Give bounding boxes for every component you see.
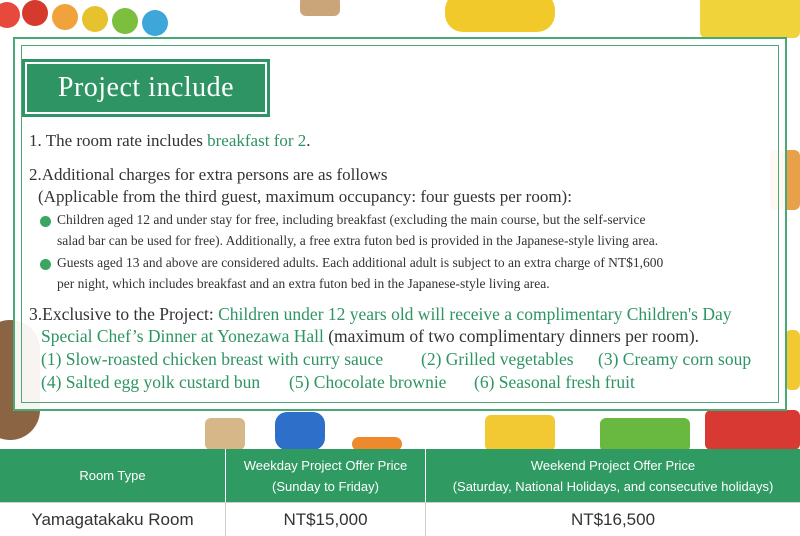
yellow-lego xyxy=(485,415,555,451)
abacus-bead xyxy=(112,8,138,34)
item-1-prefix: 1. The room rate includes xyxy=(29,131,208,150)
header-weekday-price xyxy=(226,449,425,502)
item-3-line-1 xyxy=(29,304,731,325)
bullet-1-line-1: Children aged 12 and under stay for free, including breakfast (excluding the main course, but the self-service xyxy=(57,212,646,227)
abacus-bead xyxy=(0,2,20,28)
abacus-bead xyxy=(52,4,78,30)
header-weekday-line-1: Weekday Project Offer Price xyxy=(243,457,408,473)
cell-weekend-price: NT$16,500 xyxy=(570,509,656,529)
bullet-2-line-2: per night, which includes breakfast and an extra futon bed in the Japanese-style living area. xyxy=(57,276,550,291)
header-room-type-label: Room Type xyxy=(79,468,146,483)
yellow-lego xyxy=(785,330,800,390)
item-2-subheading: (Applicable from the third guest, maximum occupancy: four guests per room): xyxy=(38,187,572,206)
table-row xyxy=(0,502,800,536)
red-lego xyxy=(705,410,800,450)
menu-item: (6) Seasonal fresh fruit xyxy=(474,372,635,392)
item-1 xyxy=(29,131,311,151)
menu-item: (4) Salted egg yolk custard bun xyxy=(41,372,261,392)
section-title-badge xyxy=(25,62,267,114)
menu-item: (2) Grilled vegetables xyxy=(421,349,574,369)
item-2-heading: 2.Additional charges for extra persons are as follows xyxy=(29,165,388,184)
bullet-2-line-1: Guests aged 13 and above are considered adults. Each additional adult is subject to an extra charge of NT$1,600 xyxy=(57,255,664,270)
section-title: Project include xyxy=(57,72,235,103)
abacus-bead xyxy=(22,0,48,26)
menu-item: (3) Creamy corn soup xyxy=(598,349,752,369)
item-3-line-2 xyxy=(41,326,699,347)
green-bullet-icon xyxy=(40,259,51,270)
wooden-block xyxy=(300,0,340,16)
table-header xyxy=(0,449,800,502)
item-3-highlight-2: Special Chef’s Dinner at Yonezawa Hall xyxy=(41,326,324,346)
menu-item: (1) Slow-roasted chicken breast with curry sauce xyxy=(41,349,384,369)
green-bullet-icon xyxy=(40,216,51,227)
item-1-suffix: . xyxy=(306,131,311,150)
header-room-type xyxy=(0,449,225,502)
yellow-toy-car xyxy=(445,0,555,32)
header-weekend-line-1: Weekend Project Offer Price xyxy=(530,457,696,473)
green-lego xyxy=(600,418,690,452)
blue-toy-car xyxy=(275,412,325,450)
abacus-bead xyxy=(82,6,108,32)
menu-item: (5) Chocolate brownie xyxy=(289,372,447,392)
header-weekday-line-2: (Sunday to Friday) xyxy=(272,478,379,494)
lego-brick xyxy=(700,0,800,38)
item-3-prefix: 3.Exclusive to the Project: xyxy=(29,304,219,324)
item-1-highlight: breakfast for 2 xyxy=(207,131,307,150)
price-table xyxy=(0,449,800,535)
cell-room-type: Yamagatakaku Room xyxy=(31,509,194,529)
bullet-1-line-2: salad bar can be used for free). Additionally, a free extra futon bed is provided in the Japanese-style living area. xyxy=(57,233,659,248)
item-3-suffix: (maximum of two complimentary dinners per room). xyxy=(323,326,700,346)
abacus-bead xyxy=(142,10,168,36)
header-weekend-price xyxy=(426,449,800,502)
header-weekend-line-2: (Saturday, National Holidays, and consecutive holidays) xyxy=(452,478,774,494)
cell-weekday-price: NT$15,000 xyxy=(283,509,368,529)
wooden-cube xyxy=(205,418,245,450)
item-3-highlight-1: Children under 12 years old will receive a complimentary Children's Day xyxy=(218,304,732,324)
